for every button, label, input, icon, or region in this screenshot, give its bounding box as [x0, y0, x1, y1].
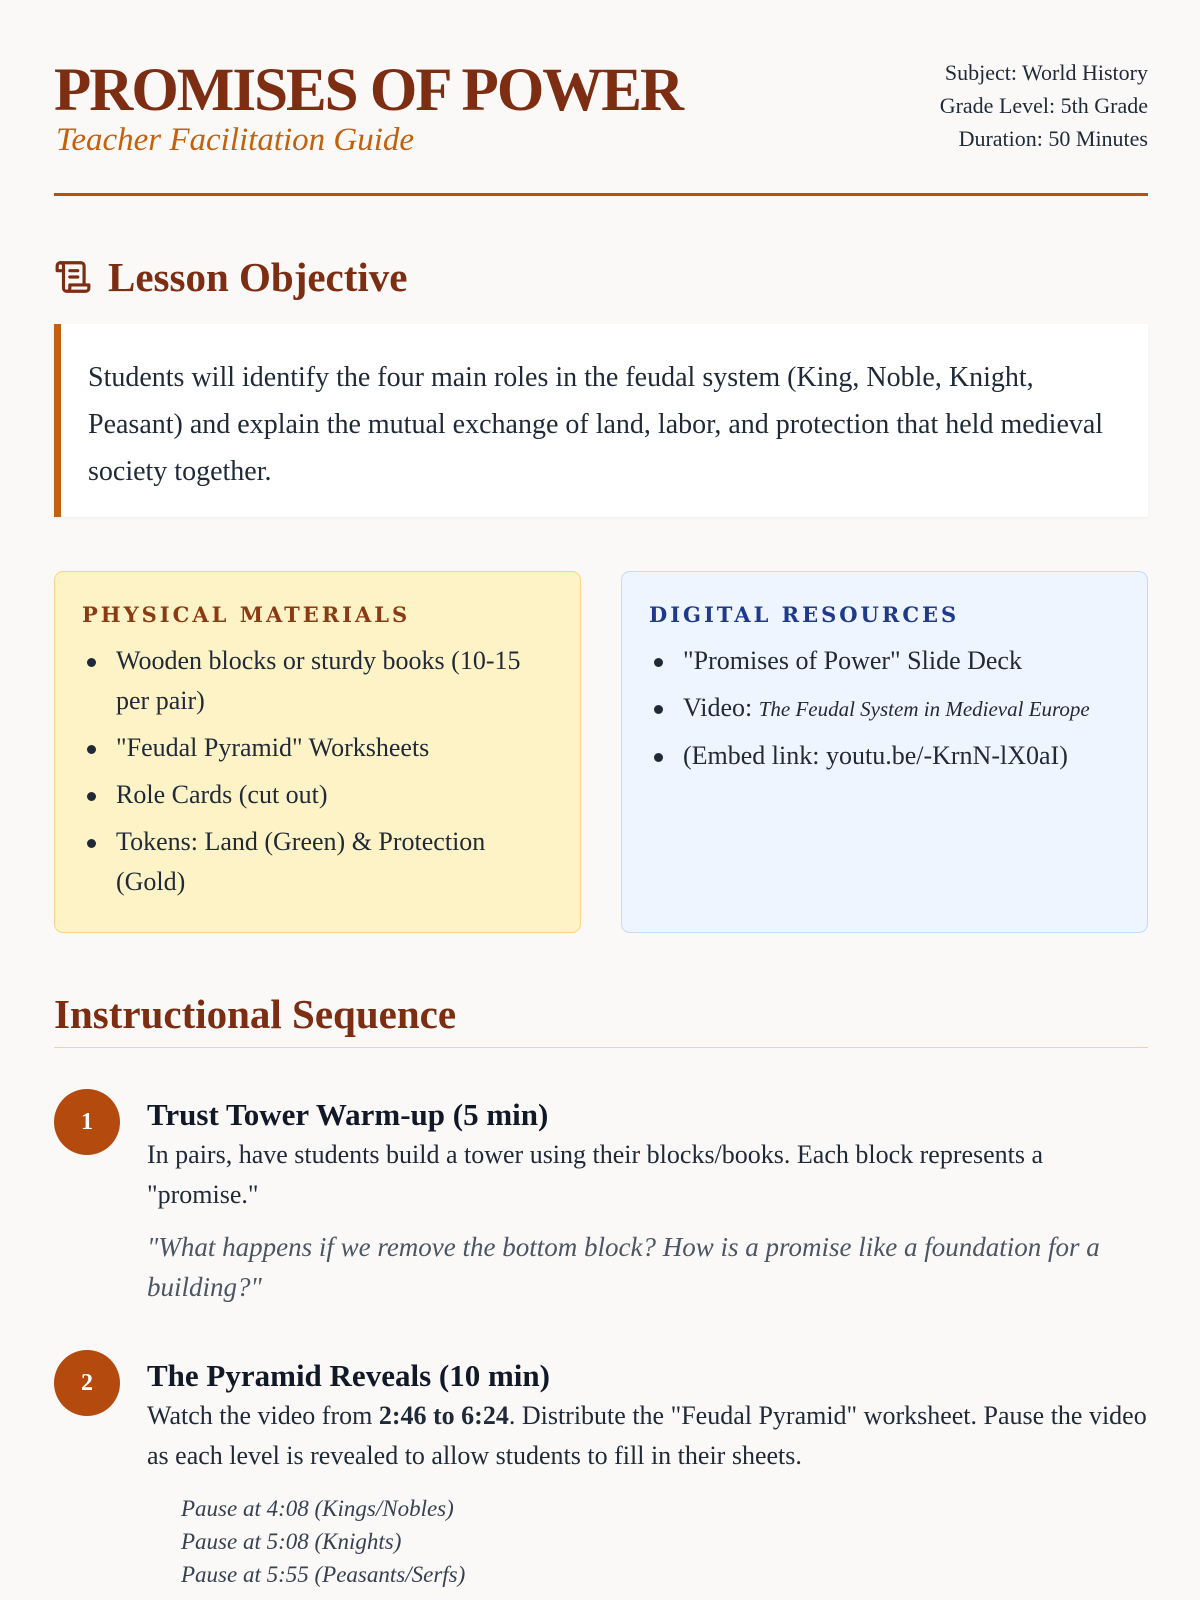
- step-title: Trust Tower Warm-up (5 min): [147, 1097, 549, 1132]
- duration-label: Duration: 50 Minutes: [958, 126, 1148, 151]
- subject-label: Subject: World History: [944, 60, 1148, 85]
- step-text-part: . Distribute the "Feudal Pyramid" worksheet. Pause the video as each level is revealed to allow students to fill in their sheets.: [147, 1401, 1147, 1470]
- page-title: PROMISES OF POWER: [54, 57, 683, 124]
- sequence-heading: Instructional Sequence: [54, 991, 457, 1037]
- step-body: [147, 1089, 1148, 1307]
- step-discussion-quote: "What happens if we remove the bottom block? How is a promise like a foundation for a building?": [147, 1232, 1100, 1302]
- physical-materials-card: [54, 571, 581, 933]
- digital-resources-label: DIGITAL RESOURCES: [649, 602, 960, 627]
- digital-resources-list: [649, 641, 1121, 776]
- physical-materials-list: [82, 641, 554, 902]
- page-subtitle: Teacher Facilitation Guide: [56, 122, 415, 158]
- step-text: [147, 1396, 1148, 1476]
- grade-level-label: Grade Level: 5th Grade: [939, 93, 1148, 118]
- pause-item: Pause at 5:08 (Knights): [181, 1529, 402, 1554]
- list-item: "Feudal Pyramid" Worksheets: [82, 728, 554, 768]
- list-item: Role Cards (cut out): [82, 775, 554, 815]
- lesson-plan-page: [54, 0, 1148, 1600]
- pause-list: [147, 1492, 1148, 1591]
- step-text-timestamp: 2:46 to 6:24: [378, 1401, 509, 1430]
- lesson-meta: [940, 56, 1148, 155]
- step-text-part: Watch the video from: [147, 1401, 379, 1430]
- objective-heading-text: Lesson Objective: [108, 254, 408, 300]
- list-item-embed-link: (Embed link: youtu.be/-KrnN-lX0aI): [649, 736, 1121, 776]
- step-number-badge: 1: [54, 1089, 120, 1155]
- list-item: Tokens: Land (Green) & Protection (Gold): [82, 822, 554, 902]
- digital-resources-card: [621, 571, 1148, 933]
- header-divider: [54, 193, 1148, 196]
- objective-heading: [54, 252, 408, 302]
- header: [54, 56, 1148, 196]
- step-title: The Pyramid Reveals (10 min): [147, 1358, 550, 1393]
- video-title: The Feudal System in Medieval Europe: [758, 697, 1090, 721]
- scroll-icon: [54, 258, 92, 296]
- sequence-divider: [54, 1047, 1148, 1048]
- list-item: "Promises of Power" Slide Deck: [649, 641, 1121, 681]
- step-number-badge: 2: [54, 1350, 120, 1416]
- video-prefix: Video:: [683, 693, 759, 722]
- physical-materials-label: PHYSICAL MATERIALS: [82, 602, 411, 627]
- pause-item: Pause at 4:08 (Kings/Nobles): [181, 1496, 454, 1521]
- step-text: In pairs, have students build a tower using their blocks/books. Each block represents a "promise.": [147, 1140, 1044, 1209]
- list-item: Wooden blocks or sturdy books (10-15 per pair): [82, 641, 554, 721]
- objective-callout: [54, 324, 1148, 517]
- step-body: [147, 1350, 1148, 1591]
- objective-text: Students will identify the four main roles in the feudal system (King, Noble, Knight, Peasant) and explain the mutual exchange of land, labor, and protection that held medieval society together.: [88, 362, 1104, 487]
- pause-item: Pause at 5:55 (Peasants/Serfs): [181, 1562, 466, 1587]
- list-item-video: [649, 688, 1121, 729]
